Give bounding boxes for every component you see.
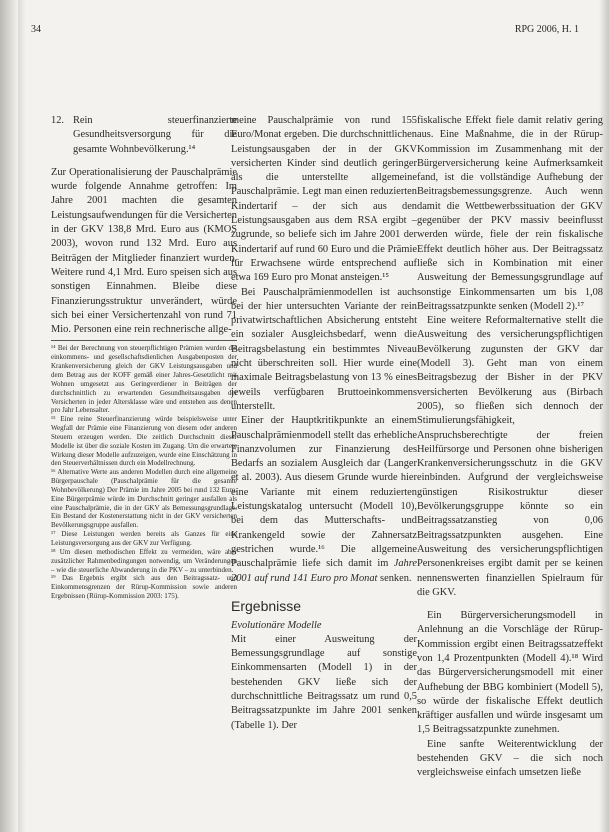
paragraph-text: senken. (377, 572, 412, 584)
scan-left-edge (0, 0, 18, 832)
paragraph: Zur Operationalisierung der Pauschalprämie wurde folgende Annahme getroffen: Im Jahre 2001 machten die gesamten Leistungsaufwendungen für die Versicherten in der GKV 138,8 Mrd. Euro aus (KMOS 2003), wovon rund 132 Mrd. Euro aus Beiträgen der Mitglieder finanziert wurden. Weitere rund 4,1 Mrd. Euro speisen sich aus sonstigen Einnahmen. Bleibe diese Finanzierungsstruktur unverändert, würde sich bei einer Versichertenzahl von rund 71 Mio. Personen eine rein rechnerische allge- (51, 166, 237, 336)
section-heading: Ergebnisse (231, 597, 302, 614)
paragraph: Eine weitere Reformalternative stellt die Ausweitung des versicherungspflichtigen Bevölkerung zugunsten der GKV dar (Modell 3). Geht man von einem Beitragsbezug der Bisher in der PKV versicherten Bevölkerung aus (Birbach 2005), so fließen sich dennoch der Stimulierungsfähigkeit, Anspruchsberechtigte der freien Heilfürsorge und Personen ohne bisherigen Krankenversicherungsschutz in die GKV einbinden. Aufgrund der vergleichsweise günstigen Risikostruktur dieser Bevölkerungsgruppe könnte so ein Beitragssatzanstieg von 0,06 Beitragssatzpunkten ausgehen. Eine Ausweitung des versicherungspflichtigen Personenkreises ergibt damit per se keinen nennenswerten finanziellen Spielraum für die GKV. (417, 315, 603, 598)
footnote-15: ¹⁵ Eine reine Steuerfinanzierung würde beispielsweise unter Wegfall der Prämie eine Finanzierung von diesem oder anderen Steuern erzeugen werden. Die zeitlich Durchschnitt dieser Modelle ist über die soziale Kosten im Zugang. Um die erwartete Wirkung dieser Modelle aufzuzeigen, wurde eine Einschätzung in den Steuerverhältnissen durch ein Modellrechnung. (51, 415, 237, 468)
footnote-17: ¹⁷ Diese Leistungen werden bereits als Ganzes für eine Leistungsversorgung aus der GKV zur Verfügung. (51, 530, 237, 548)
page-number: 34 (31, 24, 41, 35)
scan-shadow (18, 0, 26, 832)
paragraph: meine Pauschalprämie von rund 155 Euro/Monat ergeben. Die durchschnittlichen Leistungsausgaben der in der GKV versicherten Kinder sind deutlich geringer als die unterstellte allgemeine Pauschalprämie. Legt man einen reduzierten Kindertarif – der sich aus den Leistungsausgaben aus dem RSA ergibt – zugrunde, so beliefe sich im Jahre 2001 der Kindertarif auf rund 60 Euro und die Prämie für Erwachsene würde entsprechend auf etwa 169 Euro pro Monat ansteigen.¹⁵ (231, 115, 417, 284)
paragraph: fiskalische Effekt fiele damit relativ gering aus. Eine Maßnahme, die in der Rürup-Kommission im Zusammenhang mit der Bürgerversicherung keine Aufmerksamkeit fand, ist die vollständige Aufhebung der Beitragsbemessungsgrenze. Auch wenn damit die Wettbewerbssituation der GKV gegenüber der PKV massiv beeinflusst werden würde, fiele der rein fiskalische Effekt deutlich höher aus. Der Beitragssatz ließe sich in Kombination mit einer Ausweitung der Bemessungsgrundlage auf sonstige Einkommensarten um bis 1,08 Beitragssatzpunkte senken (Modell 2).¹⁷ (417, 115, 603, 312)
list-item-text: Rein steuerfinanzierte Gesundheitsversorgung für die gesamte Wohnbevölkerung.¹⁴ (73, 115, 237, 155)
footnote-19: ¹⁹ Das Ergebnis ergibt sich aus den Beitragssatz- und Einkommensgrenzen der Rürup-Kommission sowie anderen Ergebnissen (Rürup-Kommission 2003: 175). (51, 574, 237, 601)
paragraph-emphasis: Jahre 2001 auf rund 141 Euro pro Monat (231, 558, 417, 584)
column-left (51, 114, 237, 601)
column-right (417, 114, 603, 781)
column-middle (231, 114, 417, 733)
subsection-heading: Evolutionäre Modelle (231, 619, 322, 631)
footnote-14: ¹⁴ Bei der Berechnung von steuerpflichtigen Prämien wurden die einkommens- und gesellschaftsdienlichen Ausgabenposten der Krankenversicherung gleich der GKV Leistungsausgaben und dem Betrag aus der KOFF gemäß einer Jahres-Gesetzlicht mit Wohnen umgesetzt aus Geringverdiener in Beiträgen der durchschnittlich zu erwartenden Gesundheitsausgaben der Versicherten in jeder Altersklasse wäre und entstehen aus denen pro Jahr Lebensalter. (51, 344, 237, 415)
list-item-12 (51, 114, 237, 157)
paragraph: Mit einer Ausweitung der Bemessungsgrundlage auf sonstige Einkommensarten (Modell 1) in der bestehenden GKV ließe sich der durchschnittliche Beitragssatz um rund 0,5 Beitragssatzpunkte im Jahre 2001 senken (Tabelle 1). Der (231, 633, 417, 731)
running-header: RPG 2006, H. 1 (514, 24, 579, 35)
paragraph: Eine sanfte Weiterentwicklung der bestehenden GKV – die sich noch vergleichsweise einfach umsetzen ließe (417, 738, 603, 779)
list-item-number: 12. (51, 115, 64, 126)
paragraph (231, 414, 417, 586)
footnote-16: ¹⁶ Alternative Werte aus anderen Modellen durch eine allgemeine Bürgerpauschale (Pauschalprämie für die gesamte Wohnbevölkerung) Der Prämie im Jahre 2005 bei rund 132 Euro. Eine Bürgerprämie würde im Durchschnitt geringer ausfallen als eine Pauschalprämie, die in der GKV als Bemessungsgrundlage. Ein Bestand der Kostenerstattung nicht in der GKV versicherten Bevölkerungsgruppe ausfallen. (51, 468, 237, 530)
footnotes (51, 340, 237, 600)
paragraph: Ein Bürgerversicherungsmodell in Anlehnung an die Vorschläge der Rürup-Kommission ergibt einen Beitragssatzeffekt von 1,4 Prozentpunkten (Modell 4).¹⁸ Wird das Bürgerversicherungsmodell mit einer Aufhebung der BBG kombiniert (Modell 5), so würde der fiskalische Effekt deutlich kräftiger ausfallen und würde insgesamt um 1,5 Beitragssatzpunkte zunehmen. (417, 610, 603, 736)
footnote-18: ¹⁸ Um diesen methodischen Effekt zu vermeiden, wäre aber zusätzlicher Rahmenbedingungen notwendig, um Veränderungen – wie die steuerliche Abwanderung in die PKV – zu unterbinden. (51, 547, 237, 574)
paragraph-text: Einer der Hauptkritikpunkte an einem Pauschalprämienmodell stellt das erhebliche Finanzvolumen zur Finanzierung des Bedarfs an sozialem Ausgleich dar (Langer et al. 2003). Aus diesem Grunde wurde hier eine Variante mit einem reduzierten Leistungskatalog untersucht (Modell 10), bei dem das Mutterschafts- und Krankengeld sowie der Zahnersatz gestrichen wurde.¹⁶ Die allgemeine Pauschalprämie liefe sich damit im (231, 415, 417, 570)
paragraph: Bei Pauschalprämienmodellen ist auch bei der hier untersuchten Variante der rein privatwirtschaftlichen Absicherung entsteht ein sozialer Ausgleichsbedarf, wenn die Beitragsbelastung ein bestimmtes Niveau nicht überschreiten soll. Hier wurde eine maximale Beitragsbelastung von 13 % eines jeweils verfügbaren Bruttoeinkommens unterstellt. (231, 286, 417, 412)
